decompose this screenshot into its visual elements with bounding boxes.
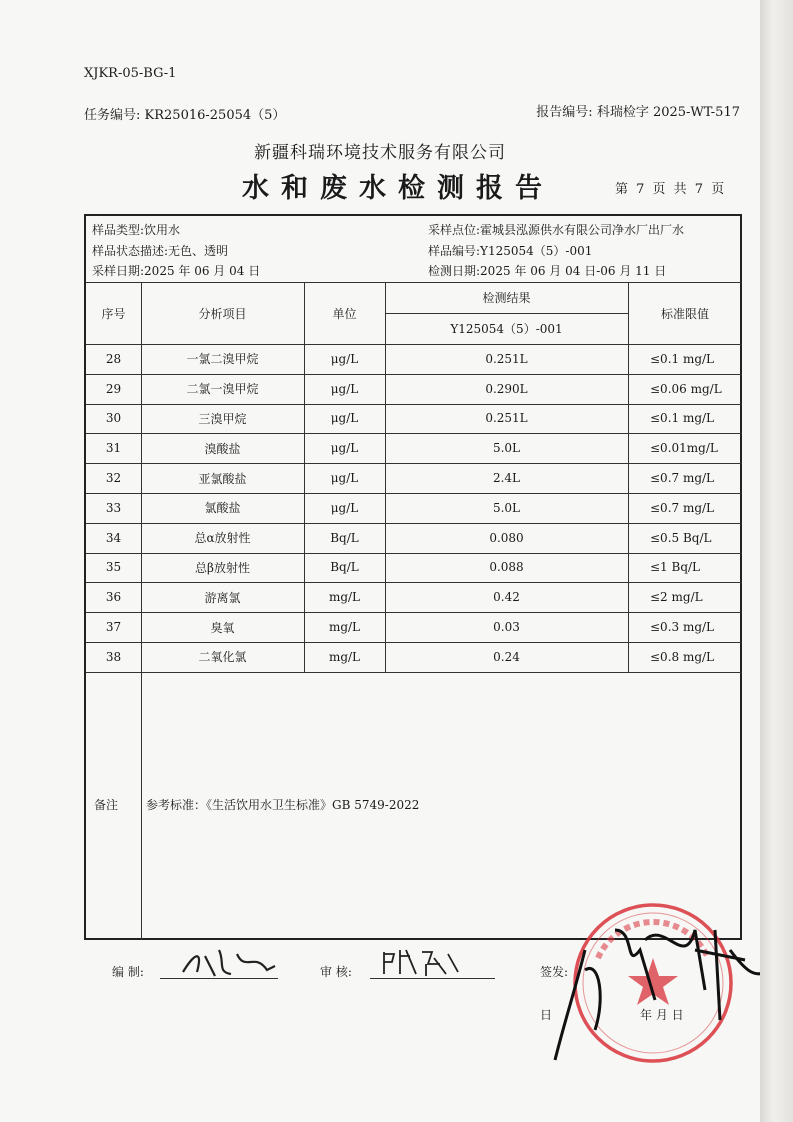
task-number-value: KR25016-25054（5） xyxy=(144,108,286,123)
sample-type-label: 样品类型: xyxy=(92,223,145,237)
document-code: XJKR-05-BG-1 xyxy=(84,66,177,81)
cell-no: 34 xyxy=(105,530,122,545)
table-line xyxy=(86,642,742,643)
date-suffix: 年 月 日 xyxy=(640,1008,684,1022)
cell-item: 氯酸盐 xyxy=(204,501,241,516)
cell-limit: ≤0.1 mg/L xyxy=(650,411,715,426)
sampling-site-label: 采样点位: xyxy=(428,223,481,237)
cell-limit: ≤2 mg/L xyxy=(650,590,703,605)
cell-item: 三溴甲烷 xyxy=(198,411,247,426)
cell-unit: μg/L xyxy=(330,471,359,486)
cell-unit: mg/L xyxy=(328,649,361,664)
issuer-signature xyxy=(545,910,775,1070)
sample-type-value: 饮用水 xyxy=(144,223,181,237)
cell-limit: ≤0.06 mg/L xyxy=(650,381,722,396)
sampling-site-value: 霍城县泓源供水有限公司净水厂出厂水 xyxy=(480,223,685,237)
cell-no: 32 xyxy=(105,471,122,486)
table-line xyxy=(141,282,142,672)
table-line xyxy=(385,282,386,672)
cell-unit: mg/L xyxy=(328,620,361,635)
table-line xyxy=(86,612,742,613)
cell-item: 一氯二溴甲烷 xyxy=(186,352,259,367)
cell-no: 36 xyxy=(105,590,122,605)
cell-limit: ≤0.7 mg/L xyxy=(650,471,715,486)
remarks-label: 备注 xyxy=(94,798,119,812)
sample-type xyxy=(92,221,180,238)
company-name: 新疆科瑞环境技术服务有限公司 xyxy=(254,143,506,163)
table-line xyxy=(86,493,742,494)
cell-no: 29 xyxy=(105,381,122,396)
header-result: 检测结果 xyxy=(482,291,531,305)
cell-unit: Bq/L xyxy=(330,560,359,575)
cell-limit: ≤1 Bq/L xyxy=(650,560,701,575)
cell-no: 28 xyxy=(105,351,122,366)
cell-limit: ≤0.01mg/L xyxy=(650,441,718,456)
table-line xyxy=(86,404,742,405)
table-line xyxy=(86,344,742,345)
cell-unit: μg/L xyxy=(330,381,359,396)
table-line xyxy=(86,553,742,554)
sample-number xyxy=(428,242,592,259)
cell-no: 35 xyxy=(105,560,122,575)
sample-state xyxy=(92,242,228,259)
prepared-by-label: 编 制: xyxy=(112,965,144,979)
signed-by-label: 签发: xyxy=(540,965,569,979)
cell-unit: μg/L xyxy=(330,500,359,515)
cell-limit: ≤0.5 Bq/L xyxy=(650,530,712,545)
cell-result: 0.24 xyxy=(493,649,520,664)
cell-result: 0.42 xyxy=(493,590,520,605)
table-line xyxy=(86,672,742,673)
cell-item: 总β放射性 xyxy=(195,560,250,575)
sample-number-value: Y125054（5）-001 xyxy=(480,244,593,258)
cell-unit: mg/L xyxy=(328,590,361,605)
test-date xyxy=(428,262,666,279)
sample-state-label: 样品状态描述: xyxy=(92,244,169,258)
cell-item: 二氧化氯 xyxy=(198,650,247,665)
reviewed-signature xyxy=(378,944,468,980)
cell-result: 5.0L xyxy=(492,500,521,515)
sample-state-value: 无色、透明 xyxy=(168,244,229,258)
table-line xyxy=(86,282,742,283)
cell-item: 臭氧 xyxy=(210,620,235,635)
sampling-date-label: 采样日期: xyxy=(92,264,145,278)
page-edge xyxy=(760,0,793,1122)
cell-result: 0.290L xyxy=(485,381,528,396)
prepared-signature xyxy=(175,942,285,982)
cell-item: 游离氯 xyxy=(204,590,241,605)
table-line xyxy=(86,523,742,524)
cell-result: 2.4L xyxy=(492,471,521,486)
cell-item: 溴酸盐 xyxy=(204,441,241,456)
cell-item: 总α放射性 xyxy=(194,531,251,546)
table-line xyxy=(141,672,142,940)
header-unit: 单位 xyxy=(332,306,357,321)
cell-no: 37 xyxy=(105,620,122,635)
cell-limit: ≤0.8 mg/L xyxy=(650,649,715,664)
reviewed-by-label: 审 核: xyxy=(320,965,352,979)
report-number-label: 报告编号: xyxy=(536,105,593,120)
task-number xyxy=(84,104,285,123)
cell-result: 0.03 xyxy=(493,620,520,635)
cell-result: 0.088 xyxy=(489,560,524,575)
header-sample-id: Y125054（5）-001 xyxy=(450,322,563,336)
test-date-label: 检测日期: xyxy=(428,264,481,278)
cell-unit: μg/L xyxy=(330,441,359,456)
test-date-value: 2025 年 06 月 04 日-06 月 11 日 xyxy=(480,264,667,278)
cell-limit: ≤0.3 mg/L xyxy=(650,620,715,635)
cell-limit: ≤0.7 mg/L xyxy=(650,500,715,515)
cell-result: 0.251L xyxy=(485,411,528,426)
cell-no: 30 xyxy=(105,411,122,426)
cell-item: 亚氯酸盐 xyxy=(198,471,247,486)
cell-result: 0.251L xyxy=(485,351,528,366)
cell-result: 0.080 xyxy=(489,530,524,545)
table-line xyxy=(628,282,629,672)
header-no: 序号 xyxy=(101,306,126,321)
report-number xyxy=(536,101,740,120)
remarks-text: 参考标准：《生活饮用水卫生标准》GB 5749-2022 xyxy=(146,798,420,812)
cell-unit: μg/L xyxy=(330,351,359,366)
sampling-date-value: 2025 年 06 月 04 日 xyxy=(144,264,261,278)
cell-unit: Bq/L xyxy=(330,530,359,545)
sample-number-label: 样品编号: xyxy=(428,244,481,258)
cell-item: 二氯一溴甲烷 xyxy=(186,382,259,397)
task-number-label: 任务编号: xyxy=(84,108,141,123)
cell-no: 38 xyxy=(105,649,122,664)
table-line xyxy=(86,433,742,434)
page-info: 第 7 页 共 7 页 xyxy=(615,182,727,197)
date-label: 日 xyxy=(540,1008,553,1022)
sampling-date xyxy=(92,262,260,279)
table-line xyxy=(304,282,305,672)
cell-unit: μg/L xyxy=(330,411,359,426)
table-line xyxy=(86,374,742,375)
report-table xyxy=(84,214,742,940)
sampling-site xyxy=(428,221,684,238)
cell-limit: ≤0.1 mg/L xyxy=(650,351,715,366)
report-number-value: 科瑞检字 2025-WT-517 xyxy=(596,105,740,120)
header-item: 分析项目 xyxy=(198,306,247,321)
cell-no: 31 xyxy=(105,441,122,456)
table-line xyxy=(86,463,742,464)
table-line xyxy=(86,582,742,583)
cell-no: 33 xyxy=(105,500,122,515)
table-line xyxy=(385,313,628,314)
cell-result: 5.0L xyxy=(492,441,521,456)
report-title: 水和废水检测报告 xyxy=(242,173,554,204)
header-limit: 标准限值 xyxy=(660,306,709,321)
